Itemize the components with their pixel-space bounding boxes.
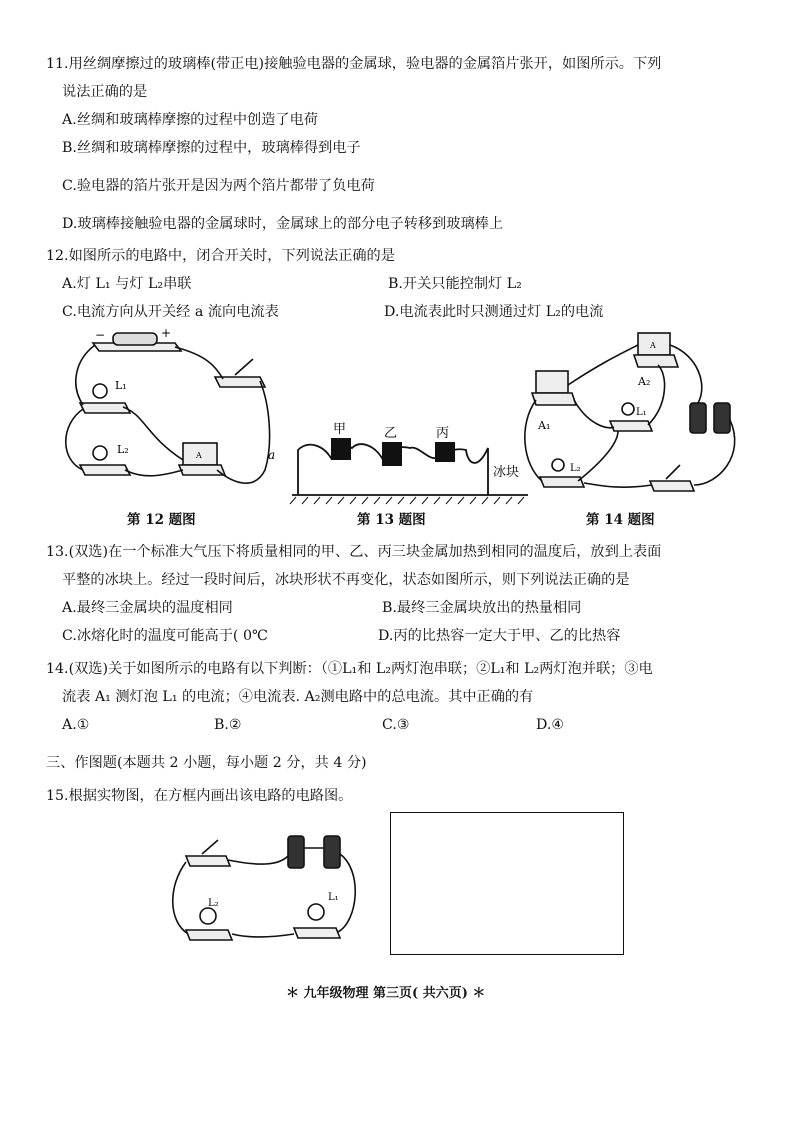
fig15-label-l1: L₁	[328, 892, 339, 903]
fig12-meter-label: A	[196, 451, 202, 460]
q11-stem-line1: 11.用丝绸摩擦过的玻璃棒(带正电)接触验电器的金属球，验电器的金属箔片张开，如图所示。下列	[46, 56, 662, 72]
fig14-label-l1: L₁	[636, 407, 647, 418]
q11-option-d: D.玻璃棒接触验电器的金属球时，金属球上的部分电子转移到玻璃棒上	[62, 216, 504, 232]
section3-heading: 三、作图题(本题共 2 小题，每小题 2 分，共 4 分)	[46, 755, 367, 771]
fig13-label-yi: 乙	[384, 426, 398, 441]
q11-stem-line2: 说法正确的是	[62, 84, 148, 100]
fig12-label-l1: L₁	[115, 379, 127, 392]
q12-option-b: B.开关只能控制灯 L₂	[388, 276, 522, 292]
fig14-label-a2: A₂	[638, 375, 651, 388]
q13-stem-line2: 平整的冰块上。经过一段时间后，冰块形状不再变化，状态如图所示，则下列说法正确的是	[62, 572, 630, 588]
q13-option-c: C.冰熔化时的温度可能高于( 0℃	[62, 628, 268, 644]
figure-12-circuit	[55, 325, 290, 505]
metal-block-bing	[435, 442, 455, 462]
battery-icon	[113, 333, 157, 345]
q12-option-a: A.灯 L₁ 与灯 L₂串联	[62, 276, 192, 292]
q14-option-a: A.①	[62, 717, 90, 733]
q13-option-b: B.最终三金属块放出的热量相同	[382, 600, 582, 616]
page-footer: ＊ 九年级物理 第三页( 共六页) ＊	[286, 986, 486, 1001]
fig13-label-jia: 甲	[333, 422, 347, 437]
battery-icon	[690, 403, 706, 433]
fig13-caption: 第 13 题图	[357, 512, 426, 528]
lamp-l2-icon	[200, 908, 216, 924]
ammeter-a1-icon	[536, 371, 568, 393]
lamp-l1-icon	[308, 904, 324, 920]
q14-stem-line2: 流表 A₁ 测灯泡 L₁ 的电流；④电流表. A₂测电路中的总电流。其中正确的有	[62, 689, 534, 705]
fig12-label-plus: +	[161, 326, 172, 340]
q12-option-c: C.电流方向从开关经 a 流向电流表	[62, 304, 279, 320]
fig15-label-l2: L₂	[208, 898, 219, 909]
q12-stem: 12.如图所示的电路中，闭合开关时，下列说法正确的是	[46, 248, 395, 264]
q15-stem: 15.根据实物图，在方框内画出该电路的电路图。	[46, 788, 353, 804]
fig14-label-l2: L₂	[570, 463, 581, 474]
switch-icon	[650, 481, 694, 491]
lamp-l2-icon	[93, 446, 107, 460]
figure-14-circuit	[518, 325, 748, 500]
q13-stem-line1: 13.(双选)在一个标准大气压下将质量相同的甲、乙、丙三块金属加热到相同的温度后，放到上表面	[46, 544, 662, 560]
fig14-caption: 第 14 题图	[586, 512, 655, 528]
metal-block-yi	[382, 442, 402, 466]
q13-option-d: D.丙的比热容一定大于甲、乙的比热容	[378, 628, 621, 644]
fig12-label-a: a	[268, 448, 276, 462]
fig12-caption: 第 12 题图	[127, 512, 196, 528]
metal-block-jia	[331, 438, 351, 460]
fig12-label-l2: L₂	[117, 443, 129, 456]
lamp-l1-icon	[93, 384, 107, 398]
q14-stem-line1: 14.(双选)关于如图所示的电路有以下判断：（①L₁和 L₂两灯泡串联；②L₁和 L₂两灯泡并联；③电	[46, 661, 653, 677]
q11-option-a: A.丝绸和玻璃棒摩擦的过程中创造了电荷	[62, 112, 318, 128]
figure-13-ice-block	[288, 420, 538, 505]
switch-icon	[186, 856, 230, 866]
lamp-l2-icon	[552, 459, 564, 471]
q12-option-d: D.电流表此时只测通过灯 L₂的电流	[384, 304, 604, 320]
q14-option-b: B.②	[214, 717, 242, 733]
q14-option-d: D.④	[536, 717, 565, 733]
q11-option-b: B.丝绸和玻璃棒摩擦的过程中，玻璃棒得到电子	[62, 140, 361, 156]
lamp-l1-icon	[622, 403, 634, 415]
fig12-label-minus: −	[95, 328, 106, 342]
figure-15-circuit	[168, 826, 368, 946]
fig13-label-ice: 冰块	[493, 465, 520, 480]
fig13-label-bing: 丙	[436, 426, 450, 441]
q14-option-c: C.③	[382, 717, 410, 733]
answer-drawing-box[interactable]	[390, 812, 624, 955]
fig14-meter-label: A	[650, 341, 656, 350]
battery-icon	[288, 836, 304, 868]
q11-option-c: C.验电器的箔片张开是因为两个箔片都带了负电荷	[62, 178, 375, 194]
fig14-label-a1: A₁	[538, 419, 551, 432]
q13-option-a: A.最终三金属块的温度相同	[62, 600, 233, 616]
